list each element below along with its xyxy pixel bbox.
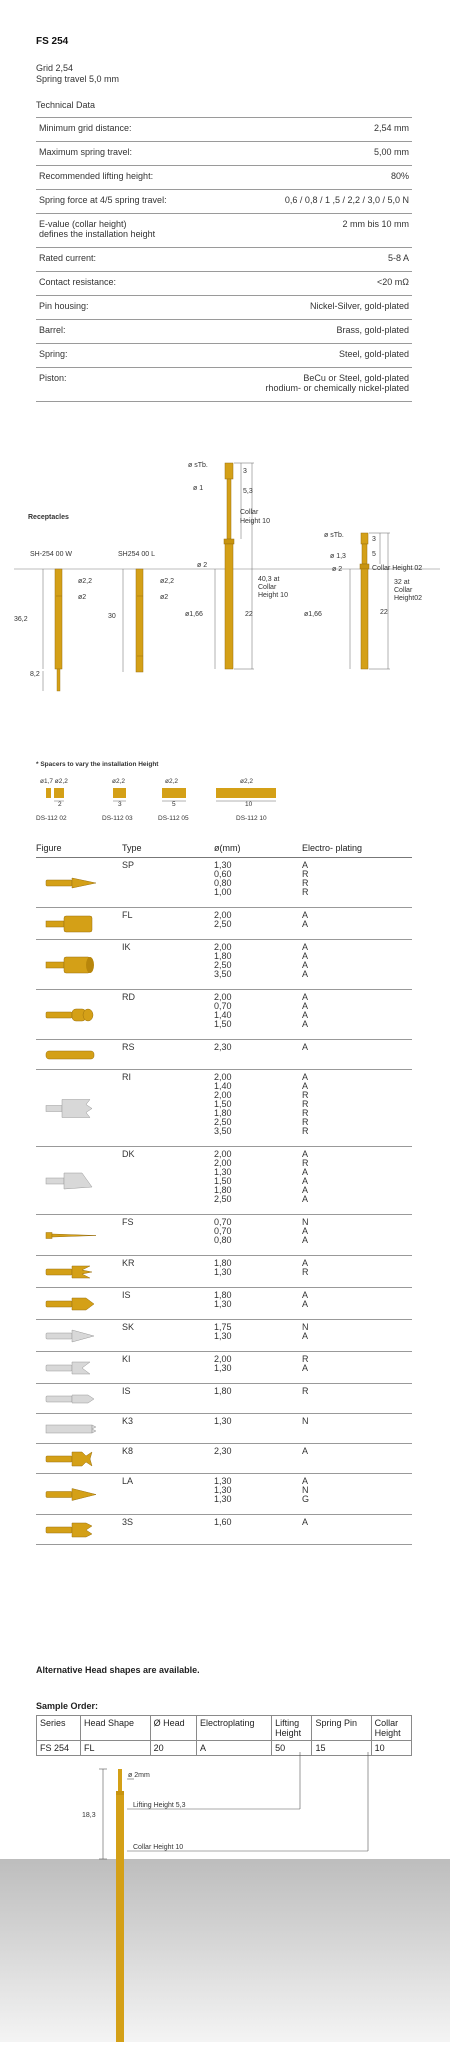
head-plating: A (302, 1040, 412, 1070)
probe-collar-10 (224, 463, 234, 669)
dim-36-2: 36,2 (14, 616, 28, 623)
sample-value-cell: 20 (150, 1741, 196, 1756)
sample-header-cell: Series (37, 1716, 81, 1741)
receptacles-label: Receptacles (28, 514, 69, 521)
head-plating: A A R R R R R (302, 1070, 412, 1147)
head-type: IS (122, 1288, 214, 1320)
tech-label: Pin housing: (36, 296, 213, 320)
head-figure (36, 858, 122, 908)
head-type: FL (122, 908, 214, 940)
spacer-1-code: DS-112 02 (36, 815, 67, 822)
head-plating: A R R R (302, 858, 412, 908)
tech-label: Piston: (36, 368, 213, 402)
product-header (36, 36, 416, 110)
dim-d1: ø 1 (193, 485, 204, 492)
dim-30: 30 (108, 613, 116, 620)
sample-order-table (36, 1715, 412, 1756)
head-figure (36, 1384, 122, 1414)
spacer-3-dims: ø2,2 (165, 778, 179, 785)
head-diameter: 1,30 0,60 0,80 1,00 (214, 858, 302, 908)
length-40-3-b: Collar (258, 584, 277, 591)
spacer-3-len: 5 (172, 801, 176, 808)
head-is-icon (36, 1290, 106, 1318)
head-row (36, 990, 412, 1040)
head-dk-icon (36, 1149, 106, 1213)
sample-header-cell: Head Shape (80, 1716, 150, 1741)
head-plating: A A (302, 1288, 412, 1320)
dim-d22-w: ø2,2 (78, 578, 93, 585)
head-figure (36, 1515, 122, 1545)
tech-value: <20 mΩ (213, 272, 412, 296)
tech-row (36, 190, 412, 214)
head-row (36, 1256, 412, 1288)
length-32-b: Collar (394, 587, 413, 594)
head-figure (36, 1444, 122, 1474)
tech-label: Recommended lifting height: (36, 166, 213, 190)
head-figure (36, 940, 122, 990)
sample-18-3: 18,3 (82, 1812, 96, 1819)
tech-row (36, 118, 412, 142)
head-type: KR (122, 1256, 214, 1288)
probe-dimension-drawing (0, 458, 450, 728)
dim-stb-2: ø sTb. (324, 532, 344, 539)
dim-d2-l: ø2 (160, 594, 169, 601)
collar-10-label-b: Height 10 (240, 518, 270, 525)
tech-row (36, 272, 412, 296)
head-row (36, 1474, 412, 1515)
collar-10-label-a: Collar (240, 509, 259, 516)
head-rd-icon (36, 992, 106, 1038)
tech-row (36, 368, 412, 402)
col-type: Type (122, 843, 214, 858)
head-shapes-table (36, 843, 412, 1545)
dim-5: 5 (372, 551, 376, 558)
head-diameter: 2,00 2,50 (214, 908, 302, 940)
length-40-3-a: 40,3 at (258, 576, 280, 583)
sample-value-cell: 15 (312, 1741, 371, 1756)
head-plating: N A A (302, 1215, 412, 1256)
head-type: LA (122, 1474, 214, 1515)
dim-3-b: 3 (372, 536, 376, 543)
head-figure (36, 1256, 122, 1288)
dim-d166-a: ø1,66 (185, 611, 203, 618)
head-figure (36, 908, 122, 940)
head-plating: N (302, 1414, 412, 1444)
head-row (36, 1040, 412, 1070)
tech-value: Nickel-Silver, gold-plated (213, 296, 412, 320)
length-32-c: Height02 (394, 595, 423, 602)
spacer-1-dims: ø1,7 ø2,2 (40, 778, 68, 785)
probe-collar-02 (360, 533, 369, 669)
dim-d2-probe-02: ø 2 (332, 566, 343, 573)
grid-line: Grid 2,54 (36, 63, 74, 73)
dim-stb-1: ø sTb. (188, 462, 208, 469)
head-type: IK (122, 940, 214, 990)
dim-22-a: 22 (245, 611, 253, 618)
head-row (36, 1320, 412, 1352)
head-is2-icon (36, 1386, 106, 1412)
head-row (36, 1070, 412, 1147)
spacer-4-len: 10 (245, 801, 253, 808)
tech-label: Spring: (36, 344, 213, 368)
head-plating: A (302, 1515, 412, 1545)
head-row (36, 940, 412, 990)
spacer-4-icon (216, 788, 276, 798)
col-plating: Electro- plating (302, 843, 412, 858)
length-40-3-c: Height 10 (258, 592, 288, 599)
tech-row (36, 320, 412, 344)
head-k3-icon (36, 1416, 106, 1442)
tech-value: 5-8 A (213, 248, 412, 272)
installation-ground (0, 1859, 450, 2042)
head-type: 3S (122, 1515, 214, 1545)
tech-value: 80% (213, 166, 412, 190)
head-diameter: 1,30 1,30 1,30 (214, 1474, 302, 1515)
tech-row (36, 142, 412, 166)
tech-value: 5,00 mm (213, 142, 412, 166)
sample-value-cell: FS 254 (37, 1741, 81, 1756)
head-type: IS (122, 1384, 214, 1414)
dim-d22-l: ø2,2 (160, 578, 175, 585)
head-row (36, 858, 412, 908)
spacer-2-dims: ø2,2 (112, 778, 126, 785)
col-figure: Figure (36, 843, 122, 858)
sample-probe (116, 1795, 124, 2042)
head-diameter: 1,80 1,30 (214, 1288, 302, 1320)
head-diameter: 1,80 1,30 (214, 1256, 302, 1288)
sample-order-title: Sample Order: (36, 1701, 99, 1711)
head-rs-icon (36, 1042, 106, 1068)
head-plating: A A (302, 908, 412, 940)
head-type: RD (122, 990, 214, 1040)
spacer-1-icon (46, 788, 51, 798)
spacer-2-icon (113, 788, 126, 798)
head-row (36, 1384, 412, 1414)
head-plating: N A (302, 1320, 412, 1352)
head-type: SP (122, 858, 214, 908)
head-row (36, 1444, 412, 1474)
alternative-heads-note: Alternative Head shapes are available. (36, 1665, 200, 1675)
spacers-drawing (0, 758, 450, 828)
head-fs-icon (36, 1217, 106, 1254)
head-figure (36, 1352, 122, 1384)
head-row (36, 1414, 412, 1444)
tech-label: Minimum grid distance: (36, 118, 213, 142)
sample-lifting-height: Lifting Height 5,3 (133, 1802, 186, 1809)
technical-data-table (36, 117, 412, 402)
head-diameter: 1,80 (214, 1384, 302, 1414)
dim-3-a: 3 (243, 468, 247, 475)
dim-8-2: 8,2 (30, 671, 40, 678)
tech-row (36, 214, 412, 248)
head-ik-icon (36, 942, 106, 988)
head-figure (36, 1320, 122, 1352)
sample-order-drawing (0, 1752, 450, 2042)
head-k8-icon (36, 1446, 106, 1472)
head-figure (36, 990, 122, 1040)
head-diameter: 0,70 0,70 0,80 (214, 1215, 302, 1256)
head-plating: A N G (302, 1474, 412, 1515)
head-row (36, 1215, 412, 1256)
receptacle-l (136, 569, 143, 672)
head-figure (36, 1474, 122, 1515)
head-figure (36, 1414, 122, 1444)
spacer-3-icon (162, 788, 186, 798)
sample-header-cell: Spring Pin (312, 1716, 371, 1741)
spacer-4-dims: ø2,2 (240, 778, 254, 785)
head-type: KI (122, 1352, 214, 1384)
head-kr-icon (36, 1258, 106, 1286)
sample-header-cell: Lifting Height (272, 1716, 312, 1741)
head-plating: A R A A A A (302, 1147, 412, 1215)
tech-row (36, 344, 412, 368)
head-diameter: 2,00 1,30 (214, 1352, 302, 1384)
head-figure (36, 1070, 122, 1147)
tech-row (36, 248, 412, 272)
technical-data-title: Technical Data (36, 100, 96, 110)
sample-d2mm: ø 2mm (128, 1772, 150, 1779)
receptacle-w-label: SH-254 00 W (30, 551, 73, 558)
sample-value-cell: FL (80, 1741, 150, 1756)
head-fl-icon (36, 910, 106, 938)
head-type: K8 (122, 1444, 214, 1474)
head-plating: R A (302, 1352, 412, 1384)
head-row (36, 908, 412, 940)
dim-d2-probe: ø 2 (197, 562, 208, 569)
head-type: SK (122, 1320, 214, 1352)
head-row (36, 1288, 412, 1320)
head-row (36, 1147, 412, 1215)
spacer-2-code: DS-112 03 (102, 815, 133, 822)
head-3s-icon (36, 1517, 106, 1543)
spacers-title: * Spacers to vary the installation Height (36, 761, 159, 768)
spring-travel-line: Spring travel 5,0 mm (36, 74, 120, 84)
sample-value-cell: 50 (272, 1741, 312, 1756)
sample-collar-height: Collar Height 10 (133, 1844, 184, 1851)
sample-header-cell: Electroplating (197, 1716, 272, 1741)
head-type: DK (122, 1147, 214, 1215)
spacer-1-len: 2 (58, 801, 62, 808)
tech-row (36, 166, 412, 190)
dim-5-3: 5,3 (243, 488, 253, 495)
head-diameter: 1,75 1,30 (214, 1320, 302, 1352)
head-type: FS (122, 1215, 214, 1256)
sample-order-header (37, 1716, 412, 1741)
head-type: RS (122, 1040, 214, 1070)
head-diameter: 1,30 (214, 1414, 302, 1444)
length-32-a: 32 at (394, 579, 410, 586)
tech-value: 2,54 mm (213, 118, 412, 142)
sample-header-cell: Collar Height (371, 1716, 411, 1741)
head-type: K3 (122, 1414, 214, 1444)
head-type: RI (122, 1070, 214, 1147)
head-plating: R (302, 1384, 412, 1414)
dim-22-b: 22 (380, 609, 388, 616)
tech-label: Barrel: (36, 320, 213, 344)
head-figure (36, 1288, 122, 1320)
sample-header-cell: Ø Head (150, 1716, 196, 1741)
tech-value: Brass, gold-plated (213, 320, 412, 344)
head-table-header (36, 843, 412, 858)
collar-02-label: Collar Height 02 (372, 565, 423, 572)
dim-d166-b: ø1,66 (304, 611, 322, 618)
head-diameter: 2,00 2,00 1,30 1,50 1,80 2,50 (214, 1147, 302, 1215)
tech-label: E-value (collar height) defines the installation height (36, 214, 213, 248)
head-diameter: 2,00 1,40 2,00 1,50 1,80 2,50 3,50 (214, 1070, 302, 1147)
tech-label: Maximum spring travel: (36, 142, 213, 166)
head-plating: A A A A (302, 940, 412, 990)
head-sk-icon (36, 1322, 106, 1350)
receptacle-w (55, 569, 62, 691)
product-title: FS 254 (36, 36, 69, 47)
tech-value: 2 mm bis 10 mm (213, 214, 412, 248)
spacer-2-len: 3 (118, 801, 122, 808)
dim-d13: ø 1,3 (330, 553, 346, 560)
head-row (36, 1515, 412, 1545)
head-diameter: 2,00 1,80 2,50 3,50 (214, 940, 302, 990)
head-plating: A A A A (302, 990, 412, 1040)
head-diameter: 2,30 (214, 1040, 302, 1070)
head-figure (36, 1215, 122, 1256)
tech-value: 0,6 / 0,8 / 1 ,5 / 2,2 / 3,0 / 5,0 N (213, 190, 412, 214)
head-figure (36, 1040, 122, 1070)
head-plating: A R (302, 1256, 412, 1288)
tech-value: Steel, gold-plated (213, 344, 412, 368)
sample-value-cell: 10 (371, 1741, 411, 1756)
head-ki-icon (36, 1354, 106, 1382)
head-la-icon (36, 1476, 106, 1513)
col-diameter: ø(mm) (214, 843, 302, 858)
head-diameter: 2,00 0,70 1,40 1,50 (214, 990, 302, 1040)
tech-value: BeCu or Steel, gold-plated rhodium- or chemically nickel-plated (213, 368, 412, 402)
head-figure (36, 1147, 122, 1215)
dim-d2-w: ø2 (78, 594, 87, 601)
tech-row (36, 296, 412, 320)
head-plating: A (302, 1444, 412, 1474)
head-diameter: 1,60 (214, 1515, 302, 1545)
tech-label: Contact resistance: (36, 272, 213, 296)
receptacle-l-label: SH254 00 L (118, 551, 155, 558)
head-ri-icon (36, 1072, 106, 1145)
spacer-4-code: DS-112 10 (236, 815, 267, 822)
head-diameter: 2,30 (214, 1444, 302, 1474)
head-row (36, 1352, 412, 1384)
head-sp-icon (36, 860, 106, 906)
sample-value-cell: A (197, 1741, 272, 1756)
tech-label: Rated current: (36, 248, 213, 272)
spacer-3-code: DS-112 05 (158, 815, 189, 822)
tech-label: Spring force at 4/5 spring travel: (36, 190, 213, 214)
